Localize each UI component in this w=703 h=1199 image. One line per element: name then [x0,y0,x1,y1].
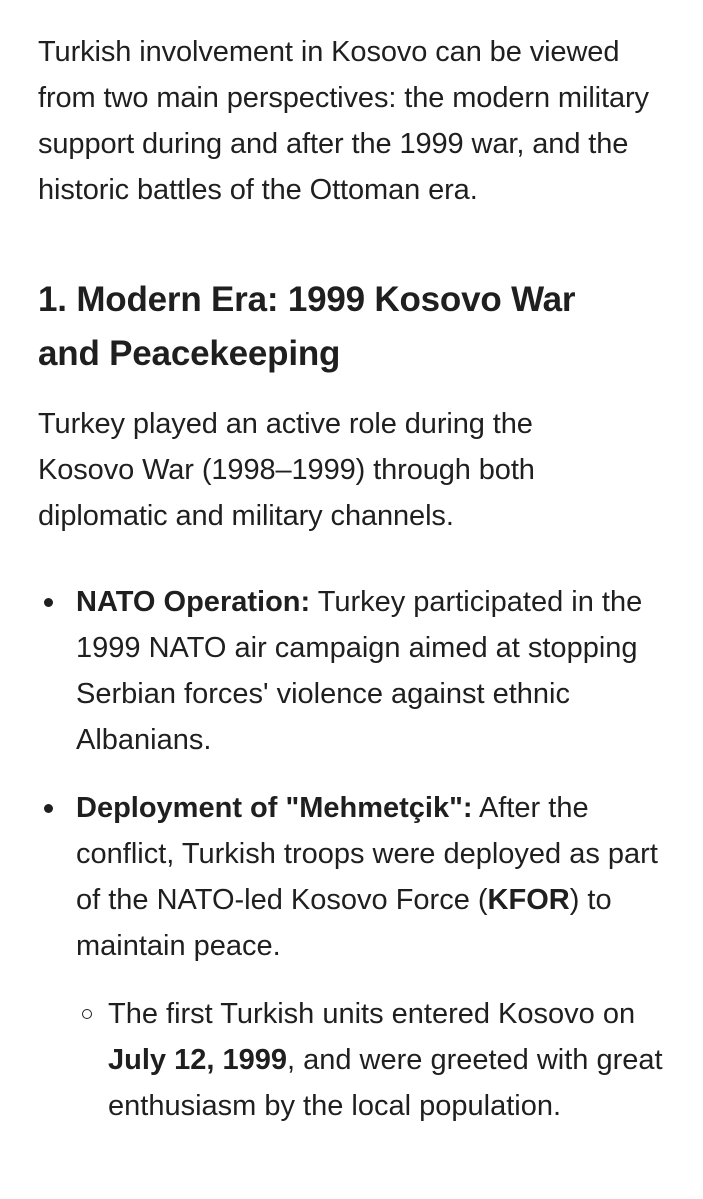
section-paragraph: Turkey played an active role during the Kosovo War (1998–1999) through both diplomatic and military channels. [38,408,535,532]
bullet-text: Turkey participated in the 1999 NATO air campaign aimed at stopping Serbian forces' violence against ethnic Albanians. [76,586,643,756]
list-item [38,579,676,763]
bullet-label: NATO Operation: [76,586,311,618]
bullet-label: Deployment of "Mehmetçik": [76,792,473,824]
section-heading: 1. Modern Era: 1999 Kosovo War and Peacekeeping [38,280,576,373]
list-item [38,785,676,1129]
bullet-icon [44,804,53,813]
sub-item-bold-text: July 12, 1999 [108,1044,287,1076]
sub-item-text: The first Turkish units entered Kosovo on [108,998,636,1030]
bullet-icon [44,598,53,607]
sub-list [76,991,676,1129]
response-content [38,29,678,1151]
bullet-text: ) to maintain peace. [76,884,612,962]
sub-item-text: , and were greeted with great enthusiasm by the local population. [108,1044,663,1122]
bullet-bold-text: KFOR [487,884,570,916]
bullet-list [38,579,678,1129]
sub-list-item [76,991,678,1129]
bullet-text: After the conflict, Turkish troops were deployed as part of the NATO-led Kosovo Force ( [76,792,658,916]
intro-paragraph: Turkish involvement in Kosovo can be viewed from two main perspectives: the modern military support during and after the 1999 war, and the historic battles of the Ottoman era. [38,36,649,206]
hollow-bullet-icon [82,1009,92,1019]
